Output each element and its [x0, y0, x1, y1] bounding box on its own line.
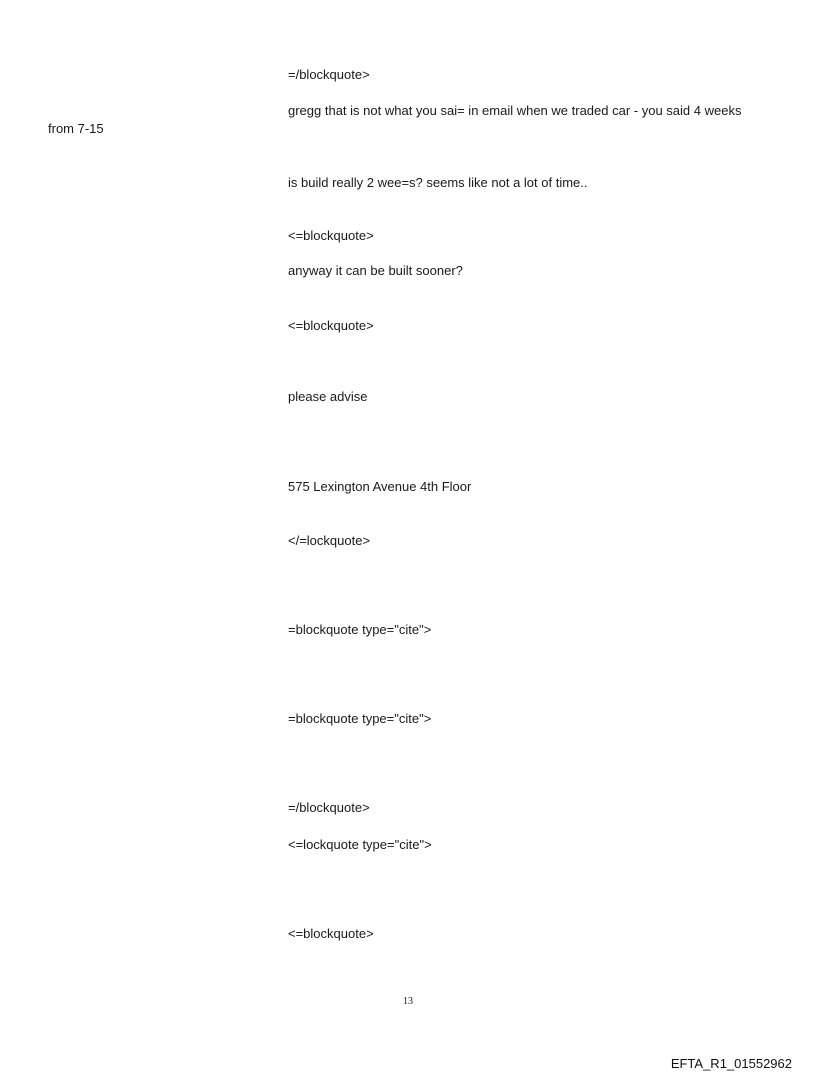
text-line: anyway it can be built sooner? — [288, 263, 463, 278]
text-line: =blockquote type="cite"> — [288, 622, 432, 637]
text-line: please advise — [288, 389, 368, 404]
text-line: gregg that is not what you sai= in email when we traded car - you said 4 weeks — [288, 103, 742, 118]
text-line: <=lockquote type="cite"> — [288, 837, 432, 852]
text-line: from 7-15 — [48, 121, 104, 136]
text-line: 575 Lexington Avenue 4th Floor — [288, 479, 472, 494]
text-line: <=blockquote> — [288, 228, 374, 243]
text-line: is build really 2 wee=s? seems like not a lot of time.. — [288, 175, 588, 190]
text-line: <=blockquote> — [288, 926, 374, 941]
text-line: =blockquote type="cite"> — [288, 711, 432, 726]
page-number: 13 — [403, 996, 413, 1007]
text-line: </=lockquote> — [288, 533, 371, 548]
text-line: <=blockquote> — [288, 318, 374, 333]
text-line: =/blockquote> — [288, 67, 370, 82]
document-id: EFTA_R1_01552962 — [670, 1056, 792, 1071]
text-line: =/blockquote> — [288, 800, 370, 815]
